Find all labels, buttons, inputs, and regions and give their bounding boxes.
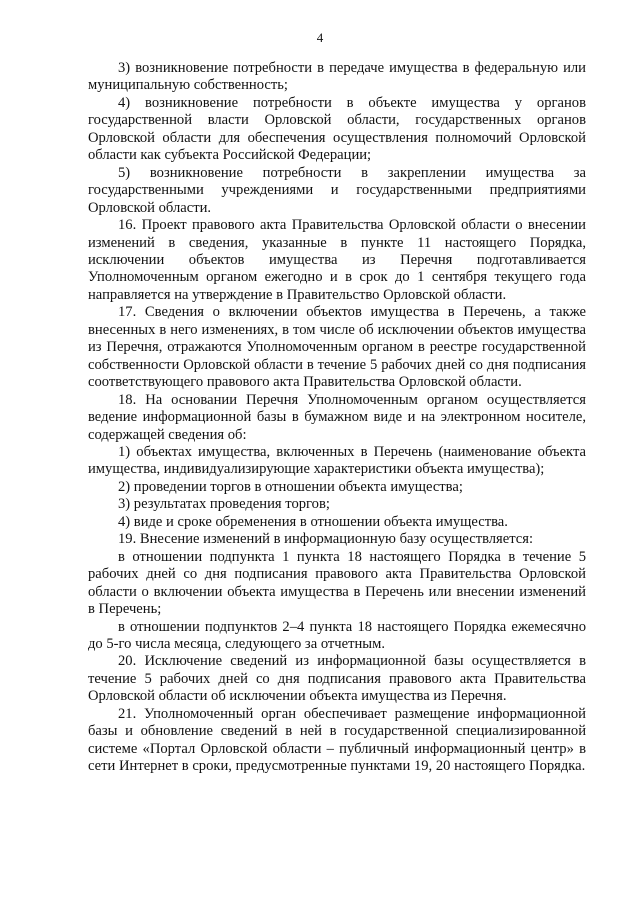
paragraph-19-subitem-1: в отношении подпункта 1 пункта 18 настоящего Порядка в течение 5 рабочих дней со дня подписания правового акта Правительства Орловской области о включении объекта имущества в Перечень или внесении изменений в Перечень; bbox=[88, 548, 586, 618]
paragraph-18-item-4: 4) виде и сроке обременения в отношении объекта имущества. bbox=[118, 513, 508, 530]
paragraph-item-4-need: 4) возникновение потребности в объекте имущества у органов государственной власти Орловской области, государственных органов Орловской области для обеспечения осуществления полномочий Орловской области как субъекта Российской Федерации; bbox=[88, 94, 586, 164]
page-number: 4 bbox=[316, 30, 324, 45]
paragraph-18-item-1: 1) объектах имущества, включенных в Перечень (наименование объекта имущества, индивидуализирующие характеристики объекта имущества); bbox=[88, 443, 586, 478]
paragraph-16: 16. Проект правового акта Правительства Орловской области о внесении изменений в сведения, указанные в пункте 11 настоящего Порядка, исключении объектов имущества из Перечня подготавливается Уполномоченным органом ежегодно и в срок до 1 сентября текущего года направляется на утверждение в Правительство Орловской области. bbox=[88, 217, 586, 303]
paragraph-item-3-transfer: 3) возникновение потребности в передаче имущества в федеральную или муниципальную собственность; bbox=[88, 60, 586, 94]
paragraph-18-item-3: 3) результатах проведения торгов; bbox=[118, 496, 330, 513]
paragraph-21: 21. Уполномоченный орган обеспечивает размещение информационной базы и обновление сведений в ней в государственной специализированной системе «Портал Орловской области – публичный информационный центр» в сети Интернет в сроки, предусмотренные пунктами 19, 20 настоящего Порядка. bbox=[88, 705, 586, 775]
paragraph-18-item-2: 2) проведении торгов в отношении объекта имущества; bbox=[118, 478, 463, 495]
paragraph-item-5-assignment: 5) возникновение потребности в закреплении имущества за государственными учреждениями и государственными предприятиями Орловской области. bbox=[88, 164, 586, 216]
paragraph-17: 17. Сведения о включении объектов имущества в Перечень, а также внесенных в него изменениях, в том числе об исключении объектов имущества из Перечня, отражаются Уполномоченным органом в реестре государственной собственности Орловской области в течение 5 рабочих дней со дня подписания соответствующего правового акта Правительства Орловской области. bbox=[88, 304, 586, 391]
paragraph-20: 20. Исключение сведений из информационной базы осуществляется в течение 5 рабочих дней со дня подписания правового акта Правительства Орловской области об исключении объекта имущества из Перечня. bbox=[88, 653, 586, 705]
document-body bbox=[88, 60, 586, 776]
paragraph-18: 18. На основании Перечня Уполномоченным органом осуществляется ведение информационной базы в бумажном виде и на электронном носителе, содержащей сведения об: bbox=[88, 391, 586, 443]
paragraph-19: 19. Внесение изменений в информационную базу осуществляется: bbox=[118, 531, 534, 548]
paragraph-19-subitem-2: в отношении подпунктов 2–4 пункта 18 настоящего Порядка ежемесячно до 5-го числа месяца, следующего за отчетным. bbox=[88, 618, 586, 652]
